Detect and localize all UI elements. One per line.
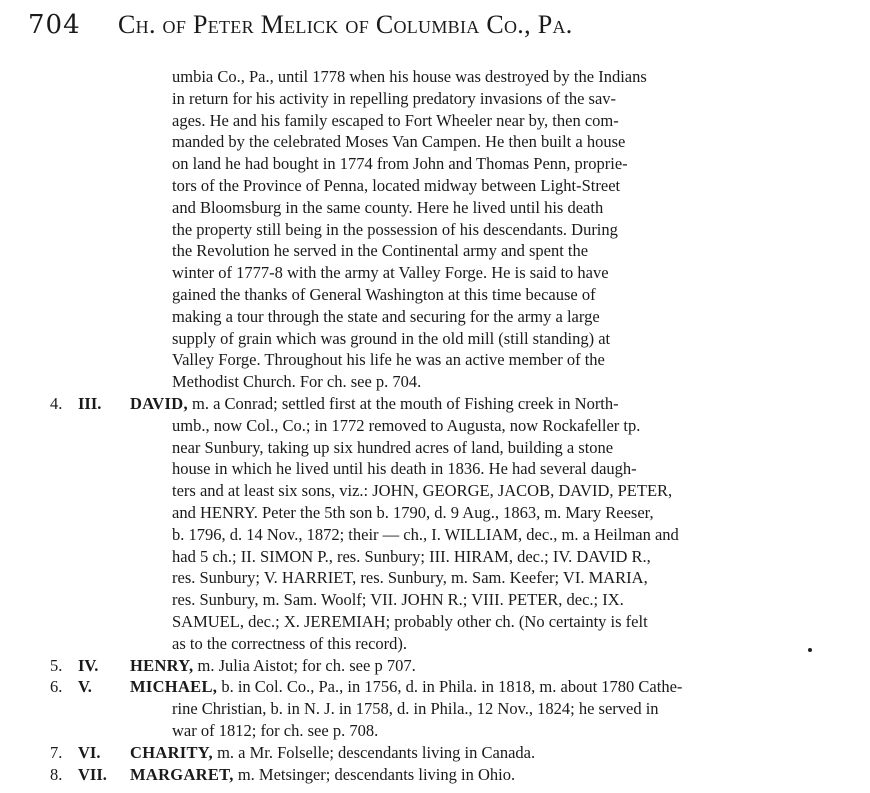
entry-roman-numeral: III. <box>78 393 102 413</box>
genealogy-entry <box>0 655 870 677</box>
page-header <box>28 4 848 48</box>
text-line: making a tour through the state and securing for the army a large <box>172 306 600 326</box>
text-line: the property still being in the possession of his descendants. During <box>172 219 618 239</box>
entry-first-line <box>130 655 848 677</box>
text-line: winter of 1777-8 with the army at Valley Forge. He is said to have <box>172 263 609 283</box>
text-line: and HENRY. Peter the 5th son b. 1790, d. 9 Aug., 1863, m. Mary Reeser, <box>172 502 654 522</box>
stray-dot <box>808 648 812 652</box>
genealogy-entry <box>0 764 870 786</box>
entry-name: HENRY, <box>130 655 194 675</box>
text-line: res. Sunbury; V. HARRIET, res. Sunbury, m. Sam. Keefer; VI. MARIA, <box>172 568 648 588</box>
entry-first-text: m. a Conrad; settled first at the mouth of Fishing creek in North- <box>187 393 619 413</box>
text-line: manded by the celebrated Moses Van Campen. He then built a house <box>172 132 626 152</box>
entry-first-line <box>130 676 848 698</box>
text-line: supply of grain which was ground in the old mill (still standing) at <box>172 328 611 348</box>
entry-first-text: b. in Col. Co., Pa., in 1756, d. in Phila. in 1818, m. about 1780 Cathe- <box>217 677 683 697</box>
continued-paragraph <box>172 66 848 393</box>
entry-number: 7. <box>50 742 63 762</box>
entry-roman-numeral: VI. <box>78 742 101 762</box>
entry-number: 4. <box>50 393 63 413</box>
entry-name: MARGARET, <box>130 764 234 784</box>
text-line: SAMUEL, dec.; X. JEREMIAH; probably other ch. (No certainty is felt <box>172 611 648 631</box>
entry-first-line <box>130 742 848 764</box>
text-line: Methodist Church. For ch. see p. 704. <box>172 372 422 392</box>
genealogy-entry <box>0 393 870 655</box>
running-head: Ch. of Peter Melick of Columbia Co., Pa. <box>118 10 573 39</box>
genealogy-entry <box>0 742 870 764</box>
text-line: rine Christian, b. in N. J. in 1758, d. in Phila., 12 Nov., 1824; he served in <box>172 699 659 719</box>
text-line: in return for his activity in repelling predatory invasions of the sav- <box>172 88 617 108</box>
text-line: Valley Forge. Throughout his life he was an active member of the <box>172 350 605 370</box>
text-line: near Sunbury, taking up six hundred acres of land, building a stone <box>172 437 614 457</box>
entry-first-text: m. a Mr. Folselle; descendants living in Canada. <box>212 742 536 762</box>
text-line: the Revolution he served in the Continental army and spent the <box>172 241 589 261</box>
page-number: 704 <box>28 10 81 40</box>
text-line: war of 1812; for ch. see p. 708. <box>172 720 379 740</box>
text-line: and Bloomsburg in the same county. Here he lived until his death <box>172 197 604 217</box>
entry-roman-numeral: VII. <box>78 764 107 784</box>
text-line: ages. He and his family escaped to Fort Wheeler near by, then com- <box>172 110 619 130</box>
text-line: tors of the Province of Penna, located midway between Light-Street <box>172 175 621 195</box>
entry-continuation <box>172 415 848 655</box>
text-line: umb., now Col., Co.; in 1772 removed to Augusta, now Rockafeller tp. <box>172 415 641 435</box>
entry-first-line <box>130 393 848 415</box>
entry-first-line <box>130 764 848 786</box>
text-line: as to the correctness of this record). <box>172 633 408 653</box>
text-line: res. Sunbury, m. Sam. Woolf; VII. JOHN R.; VIII. PETER, dec.; IX. <box>172 590 624 610</box>
page-body <box>0 66 870 785</box>
entry-first-text: m. Julia Aistot; for ch. see p 707. <box>193 655 416 675</box>
entry-name: DAVID, <box>130 393 188 413</box>
text-line: house in which he lived until his death in 1836. He had several daugh- <box>172 459 637 479</box>
text-line: on land he had bought in 1774 from John and Thomas Penn, proprie- <box>172 154 628 174</box>
text-line: b. 1796, d. 14 Nov., 1872; their — ch., I. WILLIAM, dec., m. a Heilman and <box>172 524 679 544</box>
text-line: had 5 ch.; II. SIMON P., res. Sunbury; III. HIRAM, dec.; IV. DAVID R., <box>172 546 651 566</box>
text-line: umbia Co., Pa., until 1778 when his house was destroyed by the Indians <box>172 67 647 86</box>
entry-first-text: m. Metsinger; descendants living in Ohio. <box>233 764 516 784</box>
entry-name: CHARITY, <box>130 742 213 762</box>
entry-number: 6. <box>50 677 63 697</box>
genealogy-entry <box>0 676 870 741</box>
entry-number: 8. <box>50 764 63 784</box>
entry-number: 5. <box>50 655 63 675</box>
text-line: ters and at least six sons, viz.: JOHN, GEORGE, JACOB, DAVID, PETER, <box>172 481 673 501</box>
text-line: gained the thanks of General Washington at this time because of <box>172 284 596 304</box>
entry-name: MICHAEL, <box>130 677 218 697</box>
entry-roman-numeral: V. <box>78 677 92 697</box>
entry-roman-numeral: IV. <box>78 655 99 675</box>
entry-continuation <box>172 698 848 742</box>
